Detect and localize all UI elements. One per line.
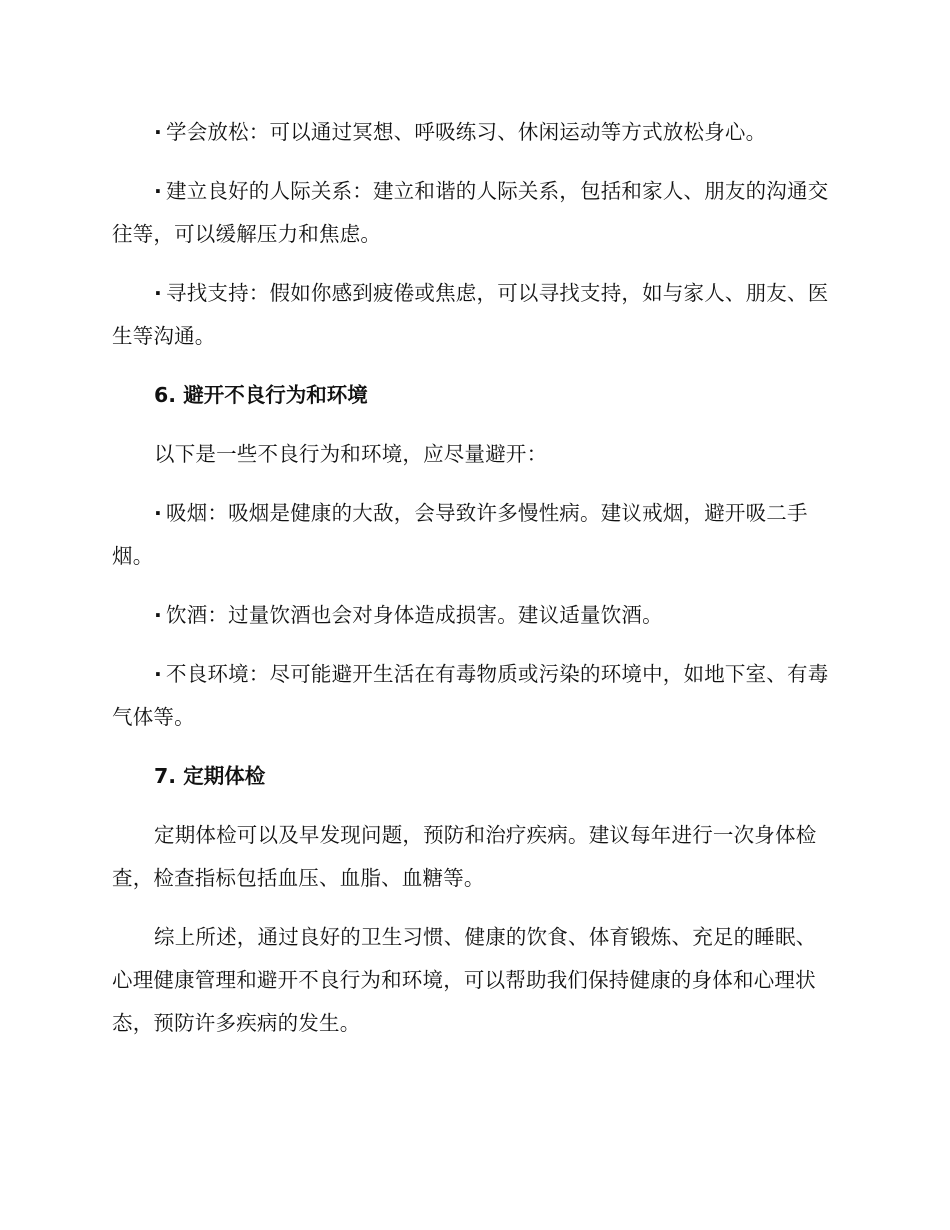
bullet-mark: · (154, 603, 162, 627)
bullet-mark: · (154, 179, 162, 203)
section-intro-paragraph: 以下是一些不良行为和环境，应尽量避开： (154, 442, 548, 466)
bullet-environment (112, 653, 832, 739)
bullet-text: 吸烟：吸烟是健康的大敌，会导致许多慢性病。建议戒烟，避开吸二手烟。 (112, 501, 808, 568)
bullet-mark: · (154, 662, 162, 686)
bullet-drinking (112, 594, 832, 637)
section-heading-6: 6. 避开不良行为和环境 (154, 383, 368, 407)
bullet-text: 饮酒：过量饮酒也会对身体造成损害。建议适量饮酒。 (166, 603, 663, 627)
section-heading-7: 7. 定期体检 (154, 764, 266, 788)
summary-paragraph: 综上所述，通过良好的卫生习惯、健康的饮食、体育锻炼、充足的睡眠、心理健康管理和避开不良行为和环境，可以帮助我们保持健康的身体和心理状态，预防许多疾病的发生。 (112, 925, 817, 1035)
bullet-text: 建立良好的人际关系：建立和谐的人际关系，包括和家人、朋友的沟通交往等，可以缓解压力和焦虑。 (112, 179, 829, 246)
bullet-text: 不良环境：尽可能避开生活在有毒物质或污染的环境中，如地下室、有毒气体等。 (112, 662, 829, 729)
bullet-relax (112, 111, 832, 154)
bullet-text: 寻找支持：假如你感到疲倦或焦虑，可以寻找支持，如与家人、朋友、医生等沟通。 (112, 281, 829, 348)
bullet-smoking (112, 492, 832, 578)
bullet-mark: · (154, 281, 162, 305)
bullet-mark: · (154, 501, 162, 525)
checkup-paragraph: 定期体检可以及早发现问题，预防和治疗疾病。建议每年进行一次身体检查，检查指标包括血压、血脂、血糖等。 (112, 823, 817, 890)
bullet-text: 学会放松：可以通过冥想、呼吸练习、休闲运动等方式放松身心。 (166, 120, 767, 144)
bullet-mark: · (154, 120, 162, 144)
bullet-relationships (112, 170, 832, 256)
bullet-support (112, 272, 832, 358)
